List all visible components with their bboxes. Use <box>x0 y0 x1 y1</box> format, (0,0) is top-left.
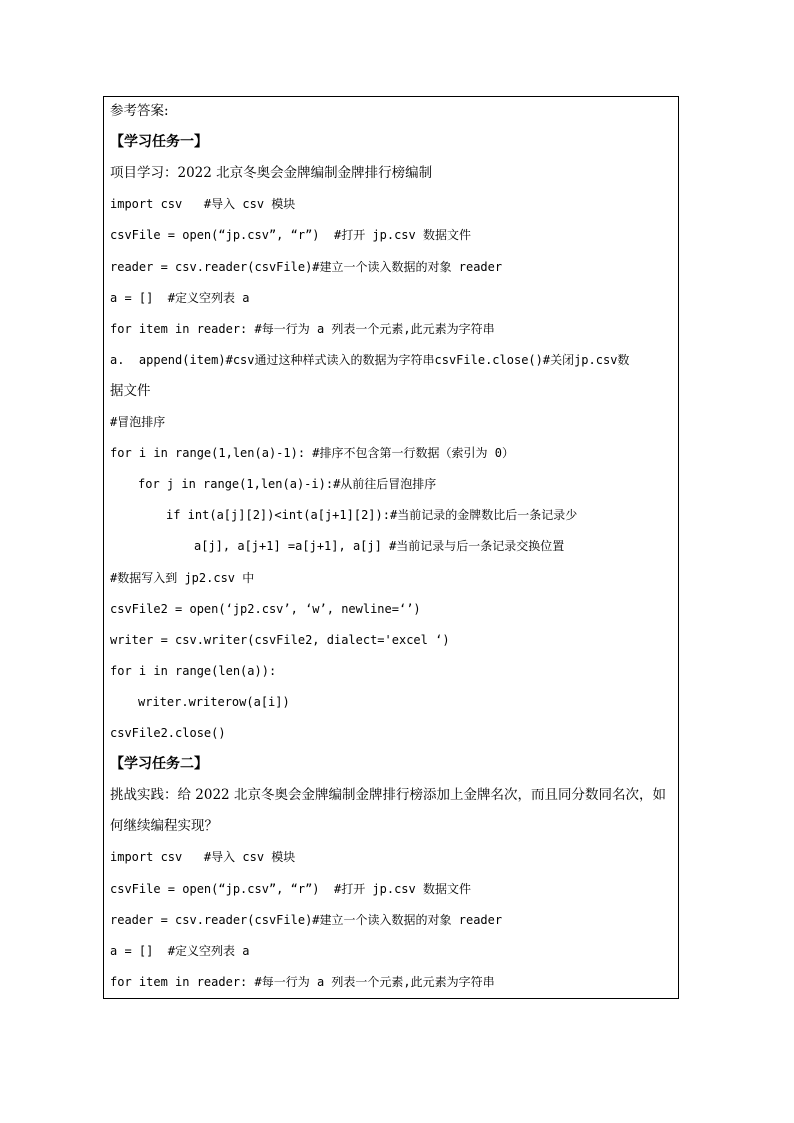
code-line: #数据写入到 jp2.csv 中 <box>110 570 255 585</box>
code-line: for i in range(len(a)): <box>110 663 277 678</box>
code-line: for item in reader: #每一行为 a 列表一个元素,此元素为字符串 <box>110 974 495 989</box>
code-line: import csv #导入 csv 模块 <box>110 850 296 865</box>
code-line: reader = csv.reader(csvFile)#建立一个读入数据的对象 reader <box>110 912 503 927</box>
text-line: 据文件 <box>110 382 151 399</box>
code-line: for item in reader: #每一行为 a 列表一个元素,此元素为字符串 <box>110 321 495 336</box>
text-line: 项目学习：2022 北京冬奥会金牌编制金牌排行榜编制 <box>110 165 433 182</box>
code-line: csvFile2.close() <box>110 726 226 740</box>
code-line: a. append(item)#csv通过这种样式读入的数据为字符串csvFile.close()#关闭jp.csv数 <box>110 352 630 367</box>
code-line: csvFile = open(“jp.csv”, “r”) #打开 jp.csv 数据文件 <box>110 228 471 243</box>
code-line: import csv #导入 csv 模块 <box>110 197 296 212</box>
code-line: a[j], a[j+1] =a[j+1], a[j] #当前记录与后一条记录交换位置 <box>194 539 565 554</box>
code-line: for j in range(1,len(a)-i):#从前往后冒泡排序 <box>138 477 437 492</box>
code-line: for i in range(1,len(a)-1): #排序不包含第一行数据（索引为 0） <box>110 446 514 461</box>
code-line: a = [] #定义空列表 a <box>110 290 250 305</box>
code-line: writer.writerow(a[i]) <box>138 694 290 709</box>
code-line: csvFile = open(“jp.csv”, “r”) #打开 jp.csv 数据文件 <box>110 881 471 896</box>
code-line: if int(a[j][2])<int(a[j+1][2]):#当前记录的金牌数比后一条记录少 <box>166 508 578 523</box>
text-line: 挑战实践：给 2022 北京冬奥会金牌编制金牌排行榜添加上金牌名次，而且同分数同名次，如 <box>110 787 666 804</box>
section-heading: 【学习任务二】 <box>110 756 208 773</box>
text-line: 何继续编程实现？ <box>110 818 218 835</box>
code-line: reader = csv.reader(csvFile)#建立一个读入数据的对象 reader <box>110 259 503 274</box>
code-line: csvFile2 = open(‘jp2.csv’, ‘w’, newline=‘’) <box>110 601 421 616</box>
code-line: a = [] #定义空列表 a <box>110 943 250 958</box>
text-line: 参考答案: <box>110 103 169 119</box>
code-line: writer = csv.writer(csvFile2, dialect='excel ‘) <box>110 632 450 647</box>
section-heading: 【学习任务一】 <box>110 134 208 151</box>
code-line: #冒泡排序 <box>110 415 166 429</box>
